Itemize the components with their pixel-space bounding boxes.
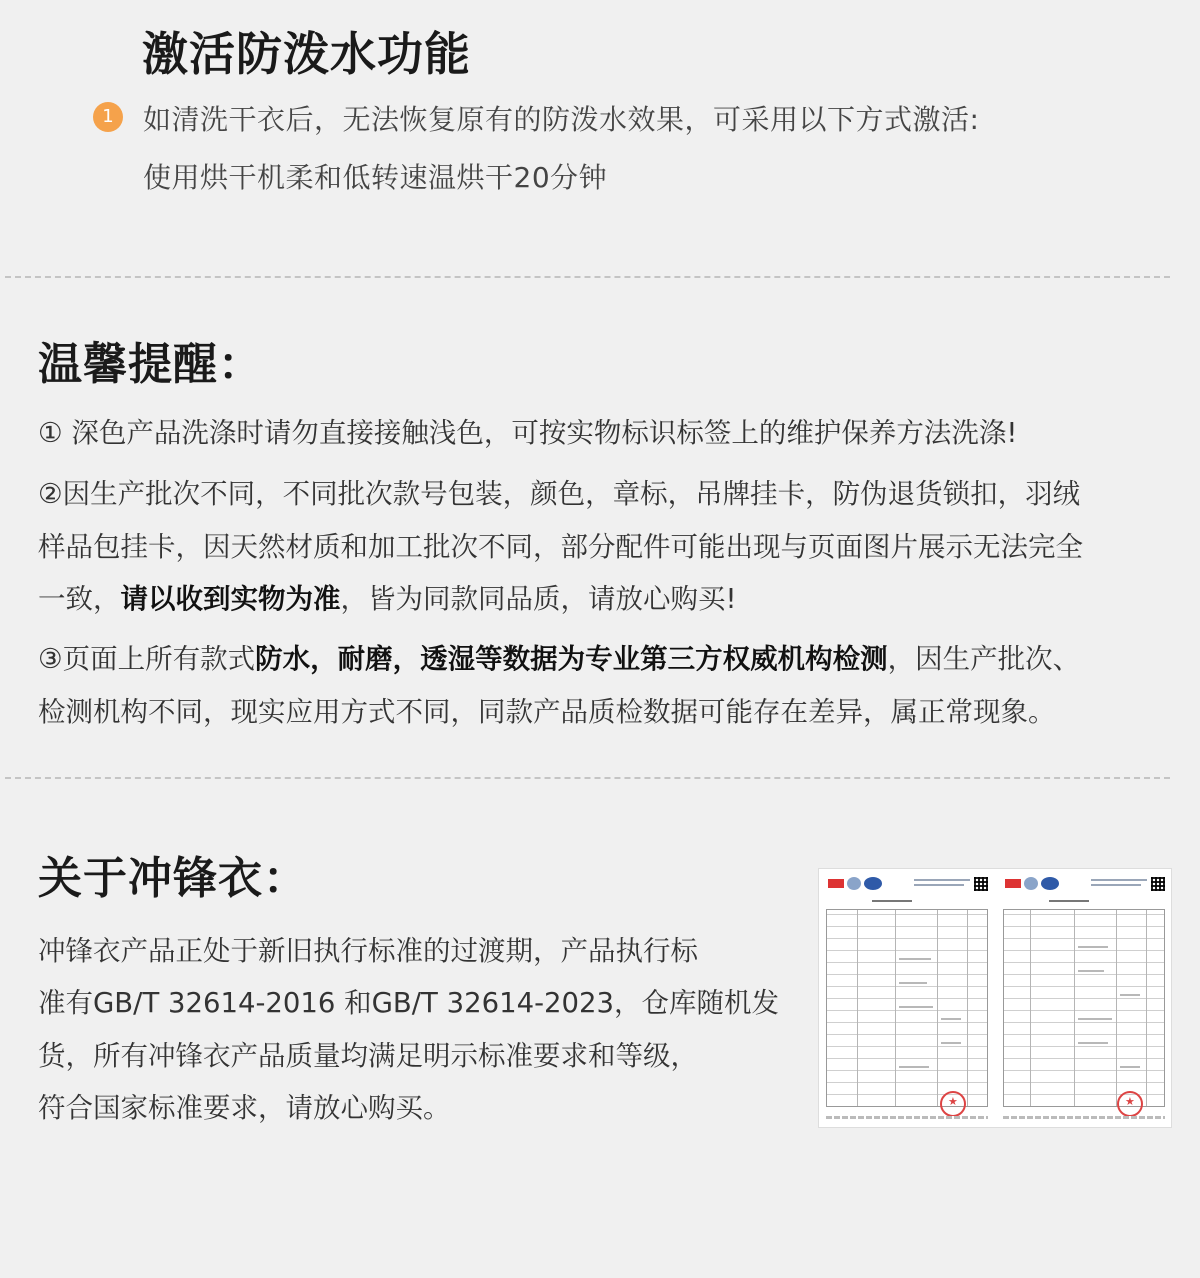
tip-text: ③页面上所有款式 <box>38 643 256 675</box>
certification-logos <box>1005 877 1065 891</box>
tip-emphasis: 防水，耐磨，透湿等数据为专业第三方权威机构检测 <box>255 643 888 675</box>
report-table <box>826 909 988 1107</box>
section-divider <box>5 276 1170 278</box>
official-seal-icon <box>1117 1091 1143 1117</box>
tip-item-1: ① 深色产品洗涤时请勿直接接触浅色，可按实物标识标签上的维护保养方法洗涤! <box>38 417 1018 449</box>
tip-item-2-line <box>38 576 737 616</box>
report-page <box>999 873 1169 1123</box>
tip-text: ，因生产批次、 <box>887 643 1081 675</box>
tips-section-title: 温馨提醒： <box>38 339 263 390</box>
about-text-line: 冲锋衣产品正处于新旧执行标准的过渡期，产品执行标 <box>38 935 698 967</box>
qr-code-icon <box>1151 877 1165 891</box>
section-divider <box>5 777 1170 779</box>
certification-logos <box>828 877 888 891</box>
about-section-title: 关于冲锋衣： <box>38 853 308 904</box>
about-text-line: 货，所有冲锋衣产品质量均满足明示标准要求和等级， <box>38 1040 698 1072</box>
tip-text: 一致， <box>38 583 121 615</box>
tip-text: ，皆为同款同品质，请放心购买! <box>340 583 737 615</box>
official-seal-icon <box>940 1091 966 1117</box>
test-report-image <box>818 868 1172 1128</box>
activate-section-title: 激活防泼水功能 <box>142 27 471 81</box>
about-text-line: 准有GB/T 32614-2016 和GB/T 32614-2023，仓库随机发 <box>38 987 779 1019</box>
qr-code-icon <box>974 877 988 891</box>
activate-instruction-line: 如清洗干衣后，无法恢复原有的防泼水效果，可采用以下方式激活: <box>143 103 980 136</box>
tip-item-2-line: 样品包挂卡，因天然材质和加工批次不同，部分配件可能出现与页面图片展示无法完全 <box>38 531 1083 563</box>
tip-emphasis: 请以收到实物为准 <box>120 583 341 615</box>
activate-instruction-line: 使用烘干机柔和低转速温烘干20分钟 <box>143 161 608 194</box>
about-text-line: 符合国家标准要求，请放心购买。 <box>38 1092 451 1124</box>
report-page <box>822 873 992 1123</box>
tip-item-2-line: ②因生产批次不同，不同批次款号包装，颜色，章标，吊牌挂卡，防伪退货锁扣，羽绒 <box>38 478 1081 510</box>
tip-item-3-line: 检测机构不同，现实应用方式不同，同款产品质检数据可能存在差异，属正常现象。 <box>38 696 1056 728</box>
report-table <box>1003 909 1165 1107</box>
step-number-badge: 1 <box>93 102 123 132</box>
tip-item-3-line <box>38 636 1080 676</box>
